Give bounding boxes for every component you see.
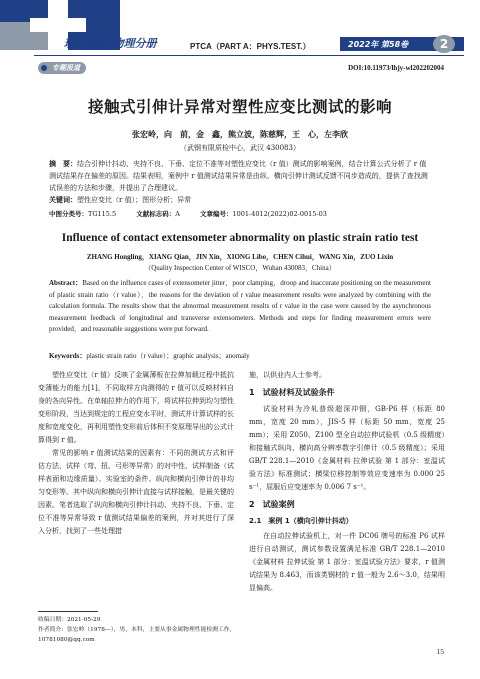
abstract-english-label: Abstract： [49, 279, 83, 287]
authors-chinese: 张宏岭，向 前，金 鑫，熊立波，陈慈辉，王 心，左李欣 [132, 130, 348, 139]
page-number: 15 [436, 647, 444, 656]
journal-header [0, 0, 480, 58]
affiliation-chinese: （武钢有限质检中心，武汉 430083） [180, 144, 300, 152]
keywords-chinese-label: 关键词： [49, 196, 77, 204]
keywords-english [49, 351, 250, 361]
keywords-english-text: plastic strain ratio（r value）；graphic analysis；anomaly [86, 352, 250, 360]
journal-name: PTCA（PART A：PHYS.TEST.） [190, 42, 311, 51]
journal-logo-text: 理化检验-物理分册 [64, 37, 157, 50]
body-paragraph: 施，以供业内人士参考。 [249, 371, 326, 379]
title-chinese: 接触式引伸计异常对塑性应变比测试的影响 [87, 98, 392, 116]
abstract-english [49, 278, 431, 336]
keywords-chinese-text: 塑性应变比（r 值）；图形分析；异常 [77, 196, 192, 204]
body-paragraph: 试验材料为冷轧普级超深冲钢，GB-P6 样（标距 80 mm，宽度 20 mm），JIS-5 样（标距 50 mm，宽度 25 mm）；采用 Z050、Z100 型全自动拉伸试验机（0.5 级精度）和接触式纵向、横向高分辨率数字引伸计（0.5 级精度）；采用 GB/T 228.1—2010《金属材料 拉伸试验 第 1 部分：室温试验方法》标准测试；横梁位移控制等效应变速率为 0.000 25 s⁻¹，屈服后应变速率为 0.006 7 s⁻¹。 [249, 405, 445, 491]
authors-english: ZHANG Hongling，XIANG Qian，JIN Xin，XIONG Libo，CHEN Cihui，WANG Xin，ZUO Lixin [86, 253, 394, 261]
body-paragraph: 常见的影响 r 值测试结果的因素有：不同的测试方式和评估方法、试样（弯、扭、弓形等异常）的对中性、试样制备（试样表面和边缘质量）、实验室的条件、纵向和横向引伸计的非均匀变形等。其中纵向和横向引伸计直接与试样接触，是最关键的因素。笔者选取了纵向和横向引伸计抖动、夹持不良、下垂、定位不准等异常导致 r 值测试结果偏差的案例，并对其进行了深入分析，找到了一些处理措 [38, 449, 234, 535]
section-heading: 1 试验材料及试验条件 [249, 388, 335, 397]
abstract-chinese-text: 结合引伸计抖动、夹持不良、下垂、定位不准等对塑性应变比（r 值）测试的影响案例，结合计算公式分析了 r 值测试结果存在偏差的原因。结果表明，案例中 r 值测试结果异常是由纵、横向引伸计测试反馈不同步造成的，提供了查找测试误差的方法和步骤，并提出了合理建议。 [49, 160, 428, 192]
abstract-english-text: Based on the influence cases of extensometer jitter，poor clamping，droop and inaccurate positioning on the measurement of plastic strain ratio（r value），the reasons for the deviation of r value measurement results were analyzed by combining with the calculation formula. The results show that the abnormal measurement results of r value in the case were caused by the asynchronous measurement feedback of longitudinal and transverse extensometers. Methods and steps for finding measurement errors were provided，and reasonable suggestions were put forward. [49, 279, 431, 333]
meta-article-no: 文章编号：1001-4012(2022)02-0015-03 [200, 210, 327, 218]
footnote-rule [38, 611, 98, 612]
issue-number-badge: 2 [433, 35, 455, 53]
badge-dot-icon [41, 65, 47, 71]
doi: DOI:10.11973/lhjy-wl202202004 [348, 64, 444, 72]
meta-clc: 中图分类号：TG115.5 [49, 210, 117, 218]
footnote [38, 615, 238, 645]
title-english: Influence of contact extensometer abnormality on plastic strain ratio test [61, 232, 419, 244]
body-paragraph: 在自动拉伸试验机上，对一件 DC06 牌号的标准 P6 试样进行自动测试，测试参数设置满足标准 GB/T 228.1—2010《金属材料 拉伸试验 第 1 部分：室温试验方法》要求，r 值测试结果为 8.463，而该类钢材的 r 值一般为 2.6～3.0，结果明显偏高。 [249, 532, 445, 592]
keywords-chinese [49, 195, 191, 205]
classification-meta [49, 209, 345, 218]
author-bio: 作者简介：张宏岭（1978—），男，本科，主要从事金属物理性能检测工作，10781080@qq.com [38, 627, 236, 643]
section-heading: 2 试验案例 [249, 500, 295, 509]
body-right-column [249, 369, 445, 595]
header-rule [34, 55, 464, 56]
body-paragraph: 塑性应变比（r 值）反映了金属薄板在拉伸加载过程中抵抗变薄能力的能力[1]，不同取样方向测得的 r 值可以反映材料自身的各向异性。在单轴拉伸力的作用下，将试样拉伸到均匀塑性变形阶段，当达到规定的工程应变水平时，测试并计算试样的长度和宽度变化，再利用塑性变形前后体积不变原理导出的公式计算得到 r 值。 [38, 371, 234, 444]
abstract-chinese-label: 摘 要： [49, 160, 77, 168]
meta-doc-code: 文献标志码：A [136, 210, 180, 218]
body-left-column [38, 369, 234, 538]
column-badge [38, 62, 86, 74]
abstract-chinese [49, 158, 431, 194]
column-badge-label: 专题报道 [52, 64, 80, 72]
keywords-english-label: Keywords： [49, 352, 87, 360]
received-date: 收稿日期：2021-05-29 [38, 617, 101, 623]
subsection-heading: 2.1 案例 1（横向引伸计抖动） [249, 517, 353, 525]
issue-label: 2022年 第58卷 [348, 40, 409, 49]
affiliation-english: （Quality Inspection Center of WISCO，Wuhan 430083，China） [144, 264, 336, 272]
